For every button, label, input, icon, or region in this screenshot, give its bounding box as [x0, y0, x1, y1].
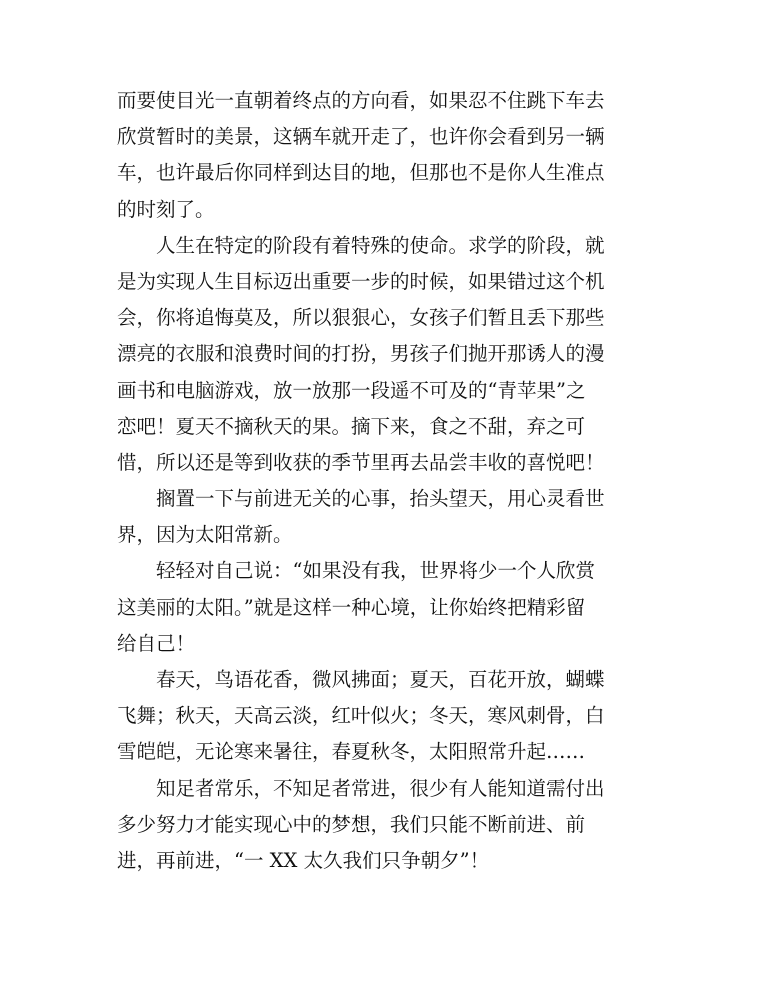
text-line-19: 雪皑皑，无论寒来暑往，春夏秋冬，太阳照常升起…… — [117, 740, 586, 764]
paragraph-start-line-14: 轻轻对自己说：“如果没有我，世界将少一个人欣赏 — [156, 559, 595, 583]
paragraph-start-line-12: 搁置一下与前进无关的心事，抬头望天，用心灵看世 — [156, 487, 605, 511]
text-line-21: 多少努力才能实现心中的梦想，我们只能不断前进、前 — [117, 812, 586, 836]
text-line-11: 惜，所以还是等到收获的季节里再去品尝丰收的喜悦吧！ — [117, 450, 605, 474]
text-line-13: 界，因为太阳常新。 — [117, 523, 293, 547]
paragraph-start-line-17: 春天，鸟语花香，微风拂面；夏天，百花开放，蝴蝶 — [156, 668, 605, 691]
text-line-18: 飞舞；秋天，天高云淡，红叶似火；冬天，寒风刺骨，白 — [117, 704, 605, 728]
text-line-6: 是为实现人生目标迈出重要一步的时候，如果错过这个机 — [117, 269, 605, 293]
text-line-22: 进，再前进，“一 XX 太久我们只争朝夕”！ — [117, 848, 490, 872]
text-line-7: 会，你将追悔莫及，所以狠狠心，女孩子们暂且丢下那些 — [117, 306, 605, 330]
text-line-9: 画书和电脑游戏，放一放那一段遥不可及的“青苹果”之 — [117, 378, 586, 402]
text-line-2: 欣赏暂时的美景，这辆车就开走了，也许你会看到另一辆 — [117, 125, 605, 149]
text-line-10: 恋吧！夏天不摘秋天的果。摘下来，食之不甜，弃之可 — [117, 414, 586, 438]
text-line-15: 这美丽的太阳。”就是这样一种心境，让你始终把精彩留 — [117, 595, 586, 619]
body-text — [117, 83, 637, 879]
text-line-4: 的时刻了。 — [117, 197, 215, 221]
paragraph-start-line-20: 知足者常乐，不知足者常进，很少有人能知道需付出 — [156, 776, 605, 800]
text-line-8: 漂亮的衣服和浪费时间的打扮，男孩子们抛开那诱人的漫 — [117, 342, 605, 366]
paragraph-start-line-5: 人生在特定的阶段有着特殊的使命。求学的阶段，就 — [156, 233, 605, 257]
text-line-1: 而要使目光一直朝着终点的方向看，如果忍不住跳下车去 — [117, 89, 605, 112]
text-line-16: 给自己！ — [117, 631, 196, 655]
text-line-3: 车，也许最后你同样到达目的地，但那也不是你人生准点 — [117, 161, 605, 185]
